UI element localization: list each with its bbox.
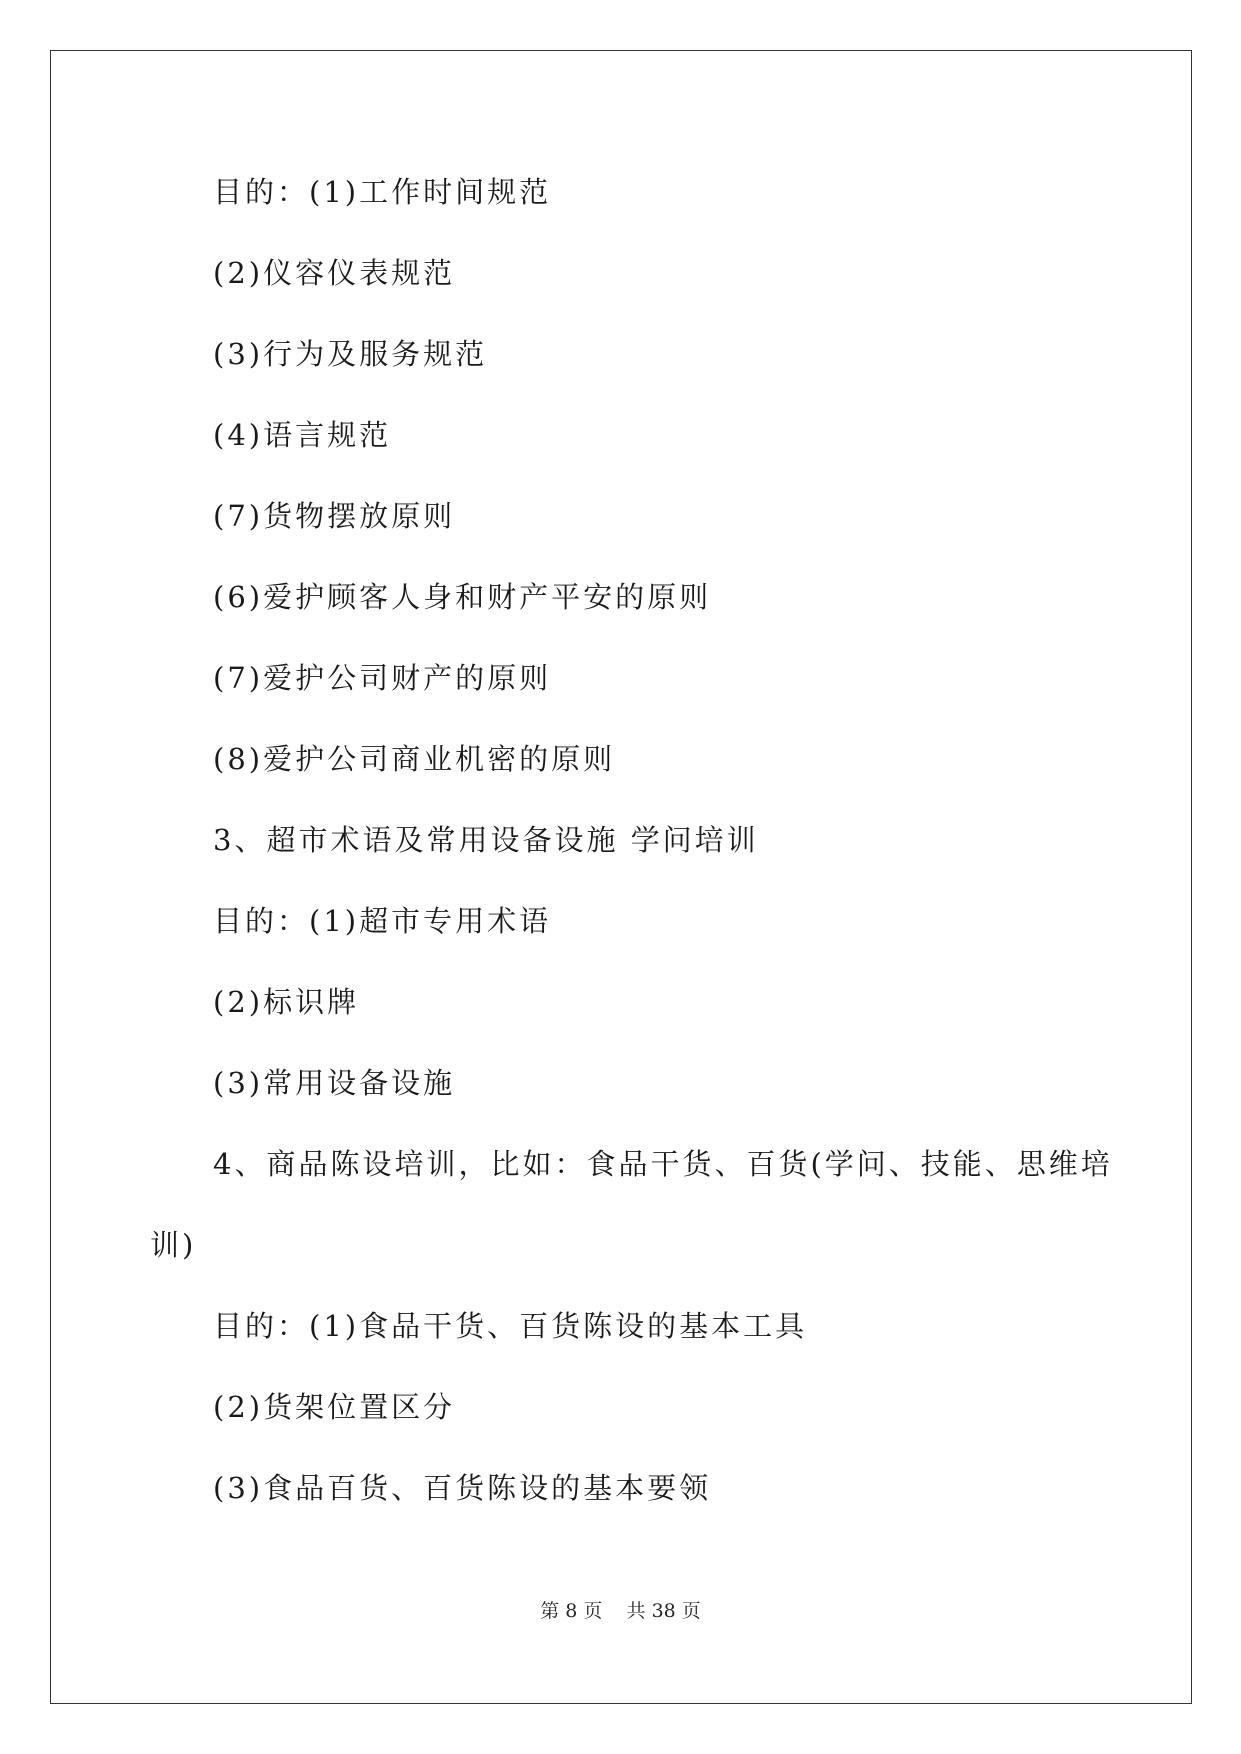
page-border: [50, 50, 1192, 1704]
page-number: 第 8 页 共 38 页: [540, 1600, 701, 1622]
section-heading: 4、商品陈设培训，比如：食品干货、百货(学问、技能、思维培: [213, 1147, 1113, 1181]
page-footer: [0, 1598, 1241, 1624]
text-line: (3)行为及服务规范: [213, 337, 488, 371]
text-line: 目的：(1)工作时间规范: [213, 175, 552, 209]
text-line: 训): [150, 1228, 197, 1262]
text-line: (7)货物摆放原则: [213, 499, 456, 533]
text-line: 目的：(1)超市专用术语: [213, 904, 552, 938]
text-line: (3)常用设备设施: [213, 1066, 456, 1100]
text-line: (4)语言规范: [213, 418, 392, 452]
text-line: (7)爱护公司财产的原则: [213, 661, 552, 695]
text-line: (3)食品百货、百货陈设的基本要领: [213, 1471, 712, 1505]
text-line: (6)爱护顾客人身和财产平安的原则: [213, 580, 712, 614]
text-line: 目的：(1)食品干货、百货陈设的基本工具: [213, 1309, 808, 1343]
text-line: (2)标识牌: [213, 985, 360, 1019]
text-line: (8)爱护公司商业机密的原则: [213, 742, 616, 776]
text-line: (2)货架位置区分: [213, 1390, 456, 1424]
text-line: (2)仪容仪表规范: [213, 256, 456, 290]
section-heading: 3、超市术语及常用设备设施 学问培训: [213, 823, 759, 857]
